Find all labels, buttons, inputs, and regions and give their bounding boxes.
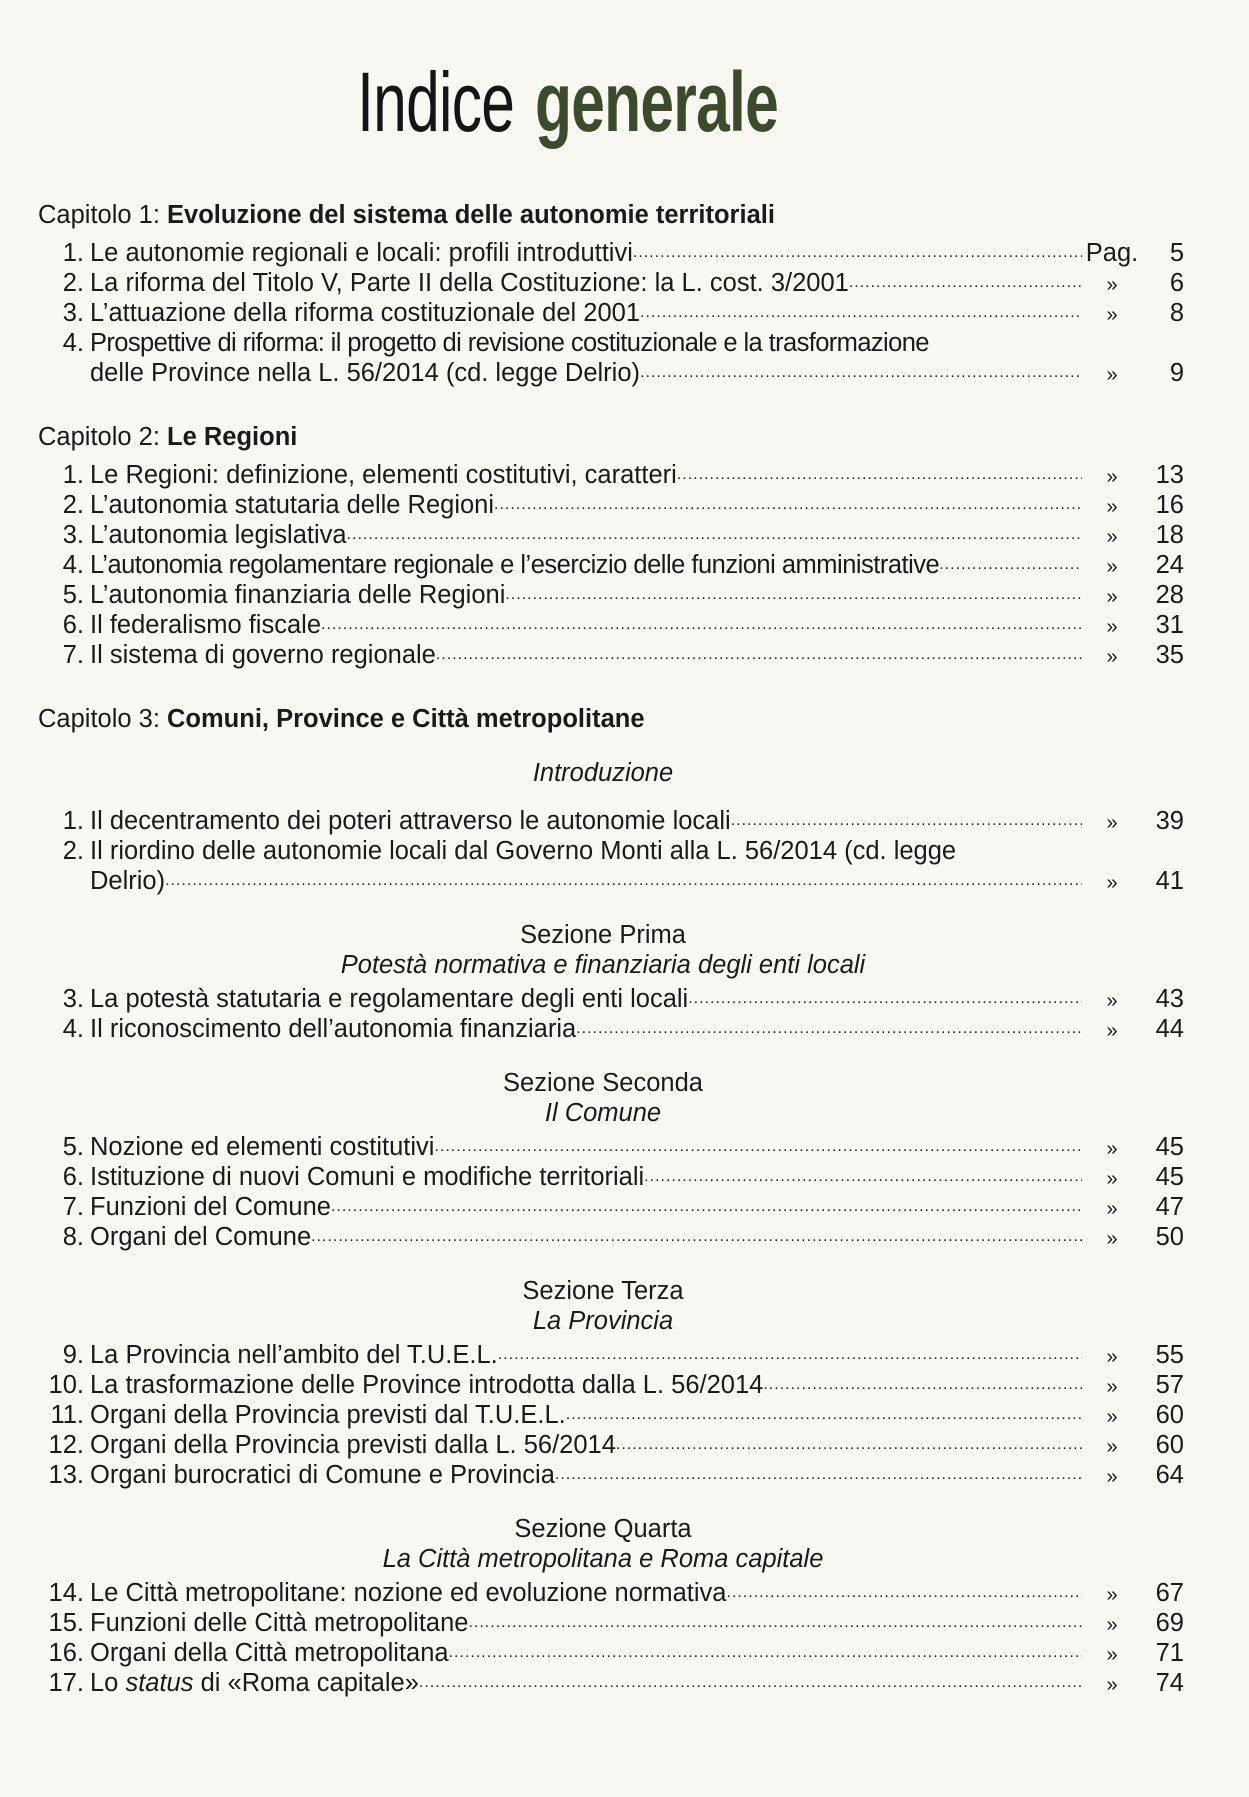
ditto-mark: »	[1106, 1644, 1118, 1666]
dot-leader	[449, 1638, 1082, 1668]
page-number: 60	[1155, 1431, 1184, 1459]
page-number: 47	[1155, 1193, 1184, 1221]
toc-entry[interactable]	[38, 268, 1188, 298]
entry-title-part: Lo	[90, 1669, 126, 1697]
section-subtitle: Potestà normativa e finanziaria degli enti locali	[340, 951, 866, 979]
entry-title-italic: status	[125, 1669, 194, 1697]
ditto-mark: »	[1106, 526, 1118, 548]
toc-entry-line2[interactable]	[38, 866, 1188, 896]
page-title	[0, 52, 1209, 152]
dot-leader	[640, 358, 1082, 388]
entry-number: 6.	[62, 1163, 84, 1191]
page-number: 41	[1155, 867, 1184, 895]
ditto-mark: »	[1106, 1436, 1118, 1458]
entry-title: Nozione ed elementi costitutivi	[90, 1133, 435, 1161]
page-number: 8	[1169, 299, 1184, 327]
section-heading	[38, 1276, 1168, 1336]
toc-entry[interactable]	[38, 1370, 1188, 1400]
page-number: 67	[1155, 1579, 1184, 1607]
entry-number: 9.	[62, 1341, 84, 1369]
ditto-mark: »	[1106, 586, 1118, 608]
page-number: 71	[1155, 1639, 1184, 1667]
dot-leader	[731, 806, 1082, 836]
toc-entry[interactable]	[38, 1014, 1188, 1044]
ditto-mark: »	[1106, 646, 1118, 668]
entry-title: Le Regioni: definizione, elementi costitutivi, caratteri	[90, 461, 677, 489]
entry-title	[90, 1668, 419, 1698]
entry-number: 8.	[62, 1223, 84, 1251]
dot-leader	[576, 1014, 1082, 1044]
entry-number: 7.	[62, 641, 84, 669]
page-number: 44	[1155, 1015, 1184, 1043]
ditto-mark: »	[1106, 364, 1118, 386]
chapter-entries	[38, 460, 1188, 670]
entry-number: 1.	[62, 807, 84, 835]
page-number: 24	[1155, 551, 1184, 579]
chapter-prefix: Capitolo 3:	[38, 705, 160, 733]
entry-number: 10.	[48, 1371, 84, 1399]
ditto-mark: »	[1106, 1406, 1118, 1428]
toc-entry[interactable]	[38, 238, 1188, 268]
entry-number: 2.	[62, 269, 84, 297]
chapter-title: Comuni, Province e Città metropolitane	[167, 705, 645, 733]
dot-leader	[505, 580, 1082, 610]
entry-title: L’autonomia finanziaria delle Regioni	[90, 581, 506, 609]
toc-entry[interactable]	[38, 1608, 1188, 1638]
toc-entry[interactable]	[38, 298, 1188, 328]
entry-title: Le autonomie regionali e locali: profili introduttivi	[90, 239, 633, 267]
dot-leader	[347, 520, 1082, 550]
toc-entry[interactable]	[38, 580, 1188, 610]
toc-entry-line1[interactable]	[38, 836, 1188, 866]
section-subtitle: Introduzione	[532, 759, 674, 787]
toc-entry[interactable]	[38, 520, 1188, 550]
section-heading	[38, 1068, 1168, 1128]
dot-leader	[434, 1132, 1082, 1162]
ditto-mark: »	[1106, 1584, 1118, 1606]
dot-leader	[763, 1370, 1082, 1400]
entry-title: La Provincia nell’ambito del T.U.E.L.	[90, 1341, 498, 1369]
ditto-mark: »	[1106, 872, 1118, 894]
ditto-mark: »	[1106, 1674, 1118, 1696]
entry-number: 12.	[48, 1431, 84, 1459]
section-heading-introduction	[38, 758, 1168, 788]
chapter-heading	[38, 422, 1188, 452]
ditto-mark: »	[1106, 1228, 1118, 1250]
title-light: Indice	[357, 55, 515, 149]
entry-title: Istituzione di nuovi Comuni e modifiche territoriali	[90, 1163, 645, 1191]
toc-entry-line2[interactable]	[38, 358, 1188, 388]
dot-leader	[555, 1460, 1082, 1490]
table-of-contents	[38, 200, 1188, 1698]
toc-entry[interactable]	[38, 1578, 1188, 1608]
dot-leader	[849, 268, 1082, 298]
section-entries	[38, 1578, 1188, 1698]
entry-number: 11.	[50, 1401, 84, 1429]
section-subtitle: Il Comune	[544, 1099, 662, 1127]
toc-entry[interactable]	[38, 1460, 1188, 1490]
entry-number: 5.	[62, 581, 84, 609]
ditto-mark: »	[1106, 1466, 1118, 1488]
page-number: 64	[1155, 1461, 1184, 1489]
entry-title-part: di «Roma capitale»	[193, 1669, 419, 1697]
ditto-mark: »	[1106, 1614, 1118, 1636]
section-subtitle: La Provincia	[532, 1307, 674, 1335]
toc-entry[interactable]	[38, 1222, 1188, 1252]
ditto-mark: »	[1106, 1346, 1118, 1368]
toc-entry-line1[interactable]	[38, 328, 1188, 358]
page-number: 6	[1169, 269, 1184, 297]
page-number: 45	[1155, 1163, 1184, 1191]
page-number: 5	[1169, 239, 1184, 267]
entry-number: 2.	[62, 837, 84, 865]
entry-title: L’autonomia legislativa	[90, 521, 347, 549]
entry-title-line1: Prospettive di riforma: il progetto di revisione costituzionale e la trasformazione	[90, 329, 929, 357]
entry-title: Il decentramento dei poteri attraverso le autonomie locali	[90, 807, 731, 835]
page-number: 39	[1155, 807, 1184, 835]
toc-entry[interactable]	[38, 1162, 1188, 1192]
section-name: Sezione Prima	[520, 921, 686, 949]
chapter-heading	[38, 704, 1188, 734]
page-number: 13	[1155, 461, 1184, 489]
section-heading	[38, 920, 1168, 980]
dot-leader	[688, 984, 1082, 1014]
toc-entry[interactable]	[38, 1430, 1188, 1460]
entry-number: 14.	[48, 1579, 84, 1607]
section-name: Sezione Seconda	[503, 1069, 703, 1097]
entry-number: 1.	[62, 239, 84, 267]
entry-title: L’autonomia statutaria delle Regioni	[90, 491, 495, 519]
entry-title: Funzioni delle Città metropolitane	[90, 1609, 469, 1637]
page-number: 35	[1155, 641, 1184, 669]
ditto-mark: »	[1106, 1020, 1118, 1042]
chapter-prefix: Capitolo 1:	[38, 201, 160, 229]
entry-number: 6.	[62, 611, 84, 639]
dot-leader	[494, 490, 1082, 520]
entry-number: 4.	[62, 551, 84, 579]
toc-entry[interactable]	[38, 610, 1188, 640]
page-number: 9	[1169, 359, 1184, 387]
ditto-mark: »	[1106, 1138, 1118, 1160]
section-name: Sezione Quarta	[514, 1515, 692, 1543]
ditto-mark: »	[1106, 812, 1118, 834]
dot-leader	[633, 238, 1082, 268]
entry-number: 13.	[48, 1461, 84, 1489]
page-number: 16	[1155, 491, 1184, 519]
entry-title: Il riconoscimento dell’autonomia finanziaria	[90, 1015, 577, 1043]
toc-entry[interactable]	[38, 1400, 1188, 1430]
entry-number: 1.	[62, 461, 84, 489]
page-number: 18	[1155, 521, 1184, 549]
entry-title-line2: Delrio)	[90, 867, 166, 895]
entry-title: La trasformazione delle Province introdotta dalla L. 56/2014	[90, 1371, 764, 1399]
dot-leader	[419, 1668, 1082, 1698]
dot-leader	[644, 1162, 1082, 1192]
entry-number: 3.	[62, 521, 84, 549]
toc-entry[interactable]	[38, 640, 1188, 670]
entry-title: La riforma del Titolo V, Parte II della Costituzione: la L. cost. 3/2001	[90, 269, 849, 297]
dot-leader	[436, 640, 1082, 670]
dot-leader	[165, 866, 1082, 896]
entry-number: 15.	[48, 1609, 84, 1637]
toc-entry[interactable]	[38, 490, 1188, 520]
entry-title: L’attuazione della riforma costituzionale del 2001	[90, 299, 641, 327]
toc-entry[interactable]	[38, 984, 1188, 1014]
dot-leader	[616, 1430, 1082, 1460]
entry-number: 17.	[48, 1669, 84, 1697]
ditto-mark: »	[1106, 304, 1118, 326]
section-entries	[38, 984, 1188, 1044]
page-number: 50	[1155, 1223, 1184, 1251]
entry-number: 16.	[48, 1639, 84, 1667]
entry-title: Il federalismo fiscale	[90, 611, 322, 639]
section-heading	[38, 1514, 1168, 1574]
toc-entry[interactable]	[38, 806, 1188, 836]
ditto-mark: »	[1106, 1198, 1118, 1220]
page-number: 45	[1155, 1133, 1184, 1161]
section-name: Sezione Terza	[522, 1277, 684, 1305]
chapter-prefix: Capitolo 2:	[38, 423, 160, 451]
dot-leader	[640, 298, 1082, 328]
dot-leader	[311, 1222, 1082, 1252]
entry-title: Organi del Comune	[90, 1223, 312, 1251]
entry-title: Organi burocratici di Comune e Provincia	[90, 1461, 555, 1489]
chapter-title: Le Regioni	[167, 423, 298, 451]
page-prefix: Pag.	[1085, 239, 1139, 267]
toc-entry[interactable]	[38, 550, 1188, 580]
page-number: 55	[1155, 1341, 1184, 1369]
page-number: 60	[1155, 1401, 1184, 1429]
ditto-mark: »	[1106, 274, 1118, 296]
entry-number: 2.	[62, 491, 84, 519]
entry-title-line2: delle Province nella L. 56/2014 (cd. legge Delrio)	[90, 359, 640, 387]
page-number: 31	[1155, 611, 1184, 639]
toc-entry[interactable]	[38, 1340, 1188, 1370]
toc-entry[interactable]	[38, 1192, 1188, 1222]
page-number: 28	[1155, 581, 1184, 609]
toc-entry[interactable]	[38, 1668, 1188, 1698]
section-entries	[38, 1132, 1188, 1252]
chapter-title: Evoluzione del sistema delle autonomie territoriali	[167, 201, 775, 229]
entry-number: 4.	[62, 329, 84, 357]
entry-title: Il sistema di governo regionale	[90, 641, 436, 669]
entry-title: Le Città metropolitane: nozione ed evoluzione normativa	[90, 1579, 727, 1607]
page-number: 43	[1155, 985, 1184, 1013]
page-number: 74	[1155, 1669, 1184, 1697]
dot-leader	[726, 1578, 1082, 1608]
section-entries	[38, 1340, 1188, 1490]
dot-leader	[331, 1192, 1082, 1222]
entry-title: Organi della Provincia previsti dal T.U.E.L.	[90, 1401, 566, 1429]
dot-leader	[498, 1340, 1082, 1370]
title-bold: generale	[534, 55, 778, 149]
entry-number: 3.	[62, 299, 84, 327]
entry-title: Organi della Provincia previsti dalla L. 56/2014	[90, 1431, 616, 1459]
toc-entry[interactable]	[38, 460, 1188, 490]
page-number: 57	[1155, 1371, 1184, 1399]
entry-title: Funzioni del Comune	[90, 1193, 331, 1221]
toc-entry[interactable]	[38, 1638, 1188, 1668]
ditto-mark: »	[1106, 616, 1118, 638]
section-entries	[38, 806, 1188, 896]
ditto-mark: »	[1106, 556, 1118, 578]
entry-number: 4.	[62, 1015, 84, 1043]
ditto-mark: »	[1106, 466, 1118, 488]
dot-leader	[939, 550, 1082, 580]
page-number: 69	[1155, 1609, 1184, 1637]
dot-leader	[566, 1400, 1082, 1430]
toc-entry[interactable]	[38, 1132, 1188, 1162]
ditto-mark: »	[1106, 1376, 1118, 1398]
entry-title: Organi della Città metropolitana	[90, 1639, 449, 1667]
entry-number: 7.	[62, 1193, 84, 1221]
ditto-mark: »	[1106, 496, 1118, 518]
chapter-heading	[38, 200, 1188, 230]
chapter-entries	[38, 238, 1188, 388]
dot-leader	[321, 610, 1082, 640]
dot-leader	[677, 460, 1082, 490]
entry-title: L’autonomia regolamentare regionale e l’esercizio delle funzioni amministrative	[90, 551, 940, 579]
section-subtitle: La Città metropolitana e Roma capitale	[382, 1545, 824, 1573]
dot-leader	[468, 1608, 1082, 1638]
entry-title-line1: Il riordino delle autonomie locali dal Governo Monti alla L. 56/2014 (cd. legge	[90, 837, 957, 865]
ditto-mark: »	[1106, 990, 1118, 1012]
ditto-mark: »	[1106, 1168, 1118, 1190]
entry-number: 5.	[62, 1133, 84, 1161]
entry-number: 3.	[62, 985, 84, 1013]
entry-title: La potestà statutaria e regolamentare degli enti locali	[90, 985, 689, 1013]
